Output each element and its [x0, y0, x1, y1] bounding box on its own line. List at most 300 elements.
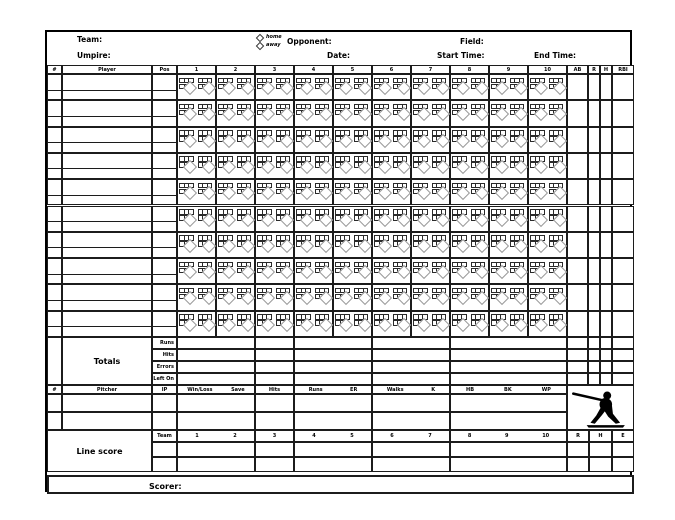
linescore-r-header: R [567, 430, 589, 442]
scorecard [45, 30, 632, 492]
at-bat-box [392, 128, 411, 152]
at-bat-box [256, 180, 275, 204]
at-bat-box [275, 233, 294, 257]
linescore-inning-2-header: 2 [233, 433, 237, 439]
inning-cell [333, 284, 372, 310]
pitcher-stat-cell [255, 394, 294, 412]
at-bat-box [470, 128, 489, 152]
inning-cell [489, 179, 528, 205]
at-bat-box [256, 154, 275, 178]
player-name-cell [62, 153, 152, 179]
inning-cell [177, 153, 216, 179]
linescore-inning-cell [372, 457, 450, 472]
at-bat-box [470, 180, 489, 204]
r-cell [588, 284, 600, 310]
at-bat-box [509, 259, 528, 283]
inning-cell [528, 127, 567, 153]
h-cell [600, 206, 612, 232]
at-bat-box [256, 285, 275, 309]
inning-cell [294, 153, 333, 179]
substitution-divider [63, 90, 151, 91]
batting-col-r-header: R [588, 65, 600, 74]
player-number-cell [47, 311, 62, 337]
inning-3-header: 3 [255, 65, 294, 74]
at-bat-box [509, 312, 528, 336]
linescore-result-cell [567, 442, 589, 457]
totals-stat-cell [612, 349, 634, 361]
at-bat-box [451, 207, 470, 231]
substitution-divider [153, 168, 176, 169]
totals-cell [177, 373, 255, 385]
inning-cell [372, 206, 411, 232]
at-bat-box [451, 312, 470, 336]
at-bat-box [197, 312, 216, 336]
end-time-label: End Time: [534, 51, 577, 60]
at-bat-box [373, 207, 392, 231]
at-bat-box [431, 180, 450, 204]
position-cell [152, 258, 177, 284]
home-option-label: home [266, 34, 282, 40]
batting-col-ab-header: AB [567, 65, 588, 74]
linescore-inning-group-header [177, 430, 255, 442]
ab-cell [567, 153, 588, 179]
player-number-cell [47, 258, 62, 284]
r-cell [588, 179, 600, 205]
ab-cell [567, 311, 588, 337]
h-cell [600, 100, 612, 126]
inning-cell [372, 153, 411, 179]
pitcher-stat-cell [450, 394, 567, 412]
linescore-inning-cell [177, 442, 255, 457]
totals-stat-cell [612, 361, 634, 373]
at-bat-box [256, 75, 275, 99]
substitution-divider [153, 274, 176, 275]
inning-cell [450, 153, 489, 179]
ab-cell [567, 258, 588, 284]
at-bat-box [392, 101, 411, 125]
at-bat-box [392, 259, 411, 283]
inning-cell [294, 206, 333, 232]
at-bat-box [275, 101, 294, 125]
at-bat-box [295, 154, 314, 178]
inning-cell [255, 206, 294, 232]
linescore-inning-cell [450, 457, 567, 472]
at-bat-box [314, 312, 333, 336]
inning-cell [255, 179, 294, 205]
inning-cell [411, 258, 450, 284]
pitching-stat-group-header [450, 385, 567, 394]
inning-cell [489, 206, 528, 232]
substitution-divider [48, 195, 61, 196]
at-bat-box [509, 285, 528, 309]
totals-cell [372, 373, 450, 385]
at-bat-box [256, 207, 275, 231]
pitching-col-winloss-header: Win/Loss [187, 386, 213, 393]
linescore-inning-cell [294, 442, 372, 457]
at-bat-box [509, 128, 528, 152]
rbi-cell [612, 284, 634, 310]
totals-cell [372, 337, 450, 349]
at-bat-box [197, 233, 216, 257]
at-bat-box [353, 259, 372, 283]
at-bat-box [431, 128, 450, 152]
at-bat-box [392, 312, 411, 336]
game-info-header [47, 32, 634, 65]
at-bat-box [295, 312, 314, 336]
date-label: Date: [327, 51, 350, 60]
at-bat-box [548, 128, 567, 152]
at-bat-box [314, 75, 333, 99]
at-bat-box [373, 180, 392, 204]
at-bat-box [178, 259, 197, 283]
r-cell [588, 311, 600, 337]
pitcher-stat-cell [177, 394, 255, 412]
linescore-inning-cell [450, 442, 567, 457]
at-bat-box [217, 285, 236, 309]
at-bat-box [197, 75, 216, 99]
at-bat-box [431, 207, 450, 231]
at-bat-box [353, 180, 372, 204]
substitution-divider [153, 195, 176, 196]
at-bat-box [353, 207, 372, 231]
substitution-divider [63, 142, 151, 143]
at-bat-box [334, 128, 353, 152]
at-bat-box [490, 128, 509, 152]
substitution-divider [153, 300, 176, 301]
inning-cell [333, 179, 372, 205]
inning-cell [411, 74, 450, 100]
at-bat-box [548, 207, 567, 231]
ab-cell [567, 179, 588, 205]
at-bat-box [236, 75, 255, 99]
inning-cell [216, 206, 255, 232]
inning-cell [450, 284, 489, 310]
at-bat-box [548, 233, 567, 257]
at-bat-box [529, 285, 548, 309]
at-bat-box [470, 285, 489, 309]
totals-cell [255, 373, 294, 385]
at-bat-box [334, 259, 353, 283]
inning-cell [216, 100, 255, 126]
at-bat-box [529, 312, 548, 336]
at-bat-box [490, 75, 509, 99]
substitution-divider [48, 116, 61, 117]
position-cell [152, 153, 177, 179]
at-bat-box [451, 259, 470, 283]
inning-cell [255, 311, 294, 337]
inning-cell [333, 311, 372, 337]
pitcher-stat-cell [255, 412, 294, 430]
inning-cell [216, 311, 255, 337]
totals-cell [450, 349, 567, 361]
at-bat-box [256, 128, 275, 152]
at-bat-box [236, 180, 255, 204]
at-bat-box [509, 101, 528, 125]
at-bat-box [431, 312, 450, 336]
r-cell [588, 258, 600, 284]
rbi-cell [612, 232, 634, 258]
pitching-col-runs-header: Runs [308, 386, 323, 393]
inning-cell [450, 127, 489, 153]
inning-cell [372, 179, 411, 205]
at-bat-box [451, 101, 470, 125]
substitution-divider [153, 90, 176, 91]
inning-cell [411, 100, 450, 126]
at-bat-box [197, 154, 216, 178]
at-bat-box [256, 312, 275, 336]
at-bat-box [470, 259, 489, 283]
r-cell [588, 127, 600, 153]
at-bat-box [451, 75, 470, 99]
at-bat-box [529, 180, 548, 204]
linescore-inning-4-header: 4 [312, 433, 316, 439]
at-bat-box [490, 154, 509, 178]
ip-cell [152, 412, 177, 430]
ab-cell [567, 100, 588, 126]
inning-cell [372, 311, 411, 337]
at-bat-box [178, 75, 197, 99]
inning-cell [372, 127, 411, 153]
substitution-divider [48, 274, 61, 275]
totals-stat-cell [567, 361, 588, 373]
at-bat-box [470, 154, 489, 178]
at-bat-box [217, 233, 236, 257]
substitution-divider [48, 247, 61, 248]
inning-cell [528, 258, 567, 284]
substitution-divider [63, 195, 151, 196]
at-bat-box [295, 207, 314, 231]
at-bat-box [529, 259, 548, 283]
batting-col-player-header: Player [62, 65, 152, 74]
linescore-inning-group-header [450, 430, 567, 442]
linescore-inning-cell [294, 457, 372, 472]
at-bat-box [451, 180, 470, 204]
at-bat-box [470, 312, 489, 336]
batting-col-h-header: H [600, 65, 612, 74]
at-bat-box [295, 285, 314, 309]
inning-cell [411, 284, 450, 310]
at-bat-box [295, 259, 314, 283]
at-bat-box [548, 154, 567, 178]
totals-stat-cell [600, 349, 612, 361]
linescore-inning-cell [255, 457, 294, 472]
at-bat-box [217, 75, 236, 99]
batting-col-pos-header: Pos [152, 65, 177, 74]
totals-label: Totals [62, 337, 152, 385]
substitution-divider [48, 300, 61, 301]
at-bat-box [392, 233, 411, 257]
at-bat-box [314, 207, 333, 231]
at-bat-box [295, 233, 314, 257]
at-bat-box [178, 180, 197, 204]
linescore-inning-8-header: 8 [467, 433, 472, 439]
substitution-divider [48, 168, 61, 169]
pitching-col-er-header: ER [350, 386, 358, 393]
at-bat-box [314, 101, 333, 125]
at-bat-box [197, 285, 216, 309]
umpire-label: Umpire: [77, 51, 111, 60]
scorer-label: Scorer: [149, 482, 182, 491]
position-cell [152, 127, 177, 153]
rbi-cell [612, 206, 634, 232]
substitution-divider [48, 90, 61, 91]
at-bat-box [217, 259, 236, 283]
at-bat-box [490, 180, 509, 204]
at-bat-box [334, 180, 353, 204]
away-radio-diamond-icon [256, 42, 264, 50]
at-bat-box [490, 285, 509, 309]
team-label: Team: [77, 35, 103, 44]
inning-cell [489, 232, 528, 258]
player-number-cell [47, 232, 62, 258]
totals-cell [294, 361, 372, 373]
at-bat-box [178, 312, 197, 336]
opponent-label: Opponent: [287, 37, 332, 46]
totals-cell [294, 373, 372, 385]
rbi-cell [612, 311, 634, 337]
at-bat-box [275, 154, 294, 178]
inning-cell [216, 179, 255, 205]
linescore-team-cell [152, 442, 177, 457]
at-bat-box [334, 154, 353, 178]
inning-cell [333, 127, 372, 153]
ab-cell [567, 206, 588, 232]
at-bat-box [470, 233, 489, 257]
inning-10-header: 10 [528, 65, 567, 74]
inning-cell [528, 100, 567, 126]
totals-row-label: Hits [152, 349, 177, 361]
totals-stat-cell [588, 373, 600, 385]
inning-cell [294, 232, 333, 258]
pitching-col-number-header: # [47, 385, 62, 394]
at-bat-box [412, 128, 431, 152]
at-bat-box [373, 128, 392, 152]
away-option-label: away [266, 42, 281, 48]
at-bat-box [275, 259, 294, 283]
inning-cell [411, 153, 450, 179]
inning-cell [411, 127, 450, 153]
at-bat-box [334, 285, 353, 309]
inning-cell [450, 74, 489, 100]
totals-cell [255, 361, 294, 373]
at-bat-box [509, 154, 528, 178]
totals-cell [294, 349, 372, 361]
ab-cell [567, 74, 588, 100]
inning-cell [294, 258, 333, 284]
at-bat-box [490, 312, 509, 336]
r-cell [588, 206, 600, 232]
inning-cell [333, 206, 372, 232]
linescore-inning-group-header [372, 430, 450, 442]
linescore-team-header: Team [152, 430, 177, 442]
at-bat-box [178, 285, 197, 309]
player-name-cell [62, 100, 152, 126]
at-bat-box [548, 312, 567, 336]
at-bat-box [451, 154, 470, 178]
h-cell [600, 311, 612, 337]
player-number-cell [47, 100, 62, 126]
inning-8-header: 8 [450, 65, 489, 74]
batting-col-rbi-header: RBI [612, 65, 634, 74]
pitcher-number-cell [47, 394, 62, 412]
inning-cell [450, 100, 489, 126]
at-bat-box [275, 128, 294, 152]
at-bat-box [314, 259, 333, 283]
inning-cell [255, 74, 294, 100]
at-bat-box [373, 154, 392, 178]
r-cell [588, 100, 600, 126]
at-bat-box [431, 285, 450, 309]
totals-row-label: Runs [152, 337, 177, 349]
at-bat-box [392, 207, 411, 231]
at-bat-box [470, 101, 489, 125]
inning-cell [489, 311, 528, 337]
substitution-divider [48, 142, 61, 143]
at-bat-box [353, 154, 372, 178]
at-bat-box [178, 207, 197, 231]
player-name-cell [62, 74, 152, 100]
inning-cell [216, 127, 255, 153]
inning-cell [177, 74, 216, 100]
linescore-team-cell [152, 457, 177, 472]
at-bat-box [353, 233, 372, 257]
at-bat-box [529, 75, 548, 99]
player-name-cell [62, 284, 152, 310]
inning-cell [177, 232, 216, 258]
inning-cell [177, 100, 216, 126]
batter-silhouette-icon [568, 386, 633, 429]
pitching-col-save-header: Save [231, 386, 245, 393]
position-cell [152, 284, 177, 310]
pitching-col-ip-header: IP [152, 385, 177, 394]
h-cell [600, 258, 612, 284]
linescore-inning-9-header: 9 [505, 433, 509, 439]
at-bat-box [470, 75, 489, 99]
at-bat-box [197, 207, 216, 231]
at-bat-box [451, 128, 470, 152]
inning-5-header: 5 [333, 65, 372, 74]
at-bat-box [334, 233, 353, 257]
at-bat-box [373, 285, 392, 309]
inning-cell [333, 74, 372, 100]
player-name-cell [62, 232, 152, 258]
at-bat-box [275, 207, 294, 231]
at-bat-box [314, 128, 333, 152]
totals-cell [255, 349, 294, 361]
at-bat-box [295, 75, 314, 99]
inning-cell [294, 311, 333, 337]
at-bat-box [548, 101, 567, 125]
pitcher-stat-cell [372, 412, 450, 430]
linescore-result-cell [612, 442, 634, 457]
batter-art-cell [567, 385, 634, 430]
inning-cell [528, 284, 567, 310]
inning-cell [177, 127, 216, 153]
at-bat-box [334, 312, 353, 336]
inning-cell [294, 74, 333, 100]
at-bat-box [529, 207, 548, 231]
inning-cell [294, 284, 333, 310]
at-bat-box [548, 75, 567, 99]
at-bat-box [392, 154, 411, 178]
pitcher-stat-cell [450, 412, 567, 430]
linescore-inning-group-header [294, 430, 372, 442]
at-bat-box [373, 75, 392, 99]
at-bat-box [412, 207, 431, 231]
pitching-stat-group-header [255, 385, 294, 394]
player-name-cell [62, 258, 152, 284]
position-cell [152, 311, 177, 337]
